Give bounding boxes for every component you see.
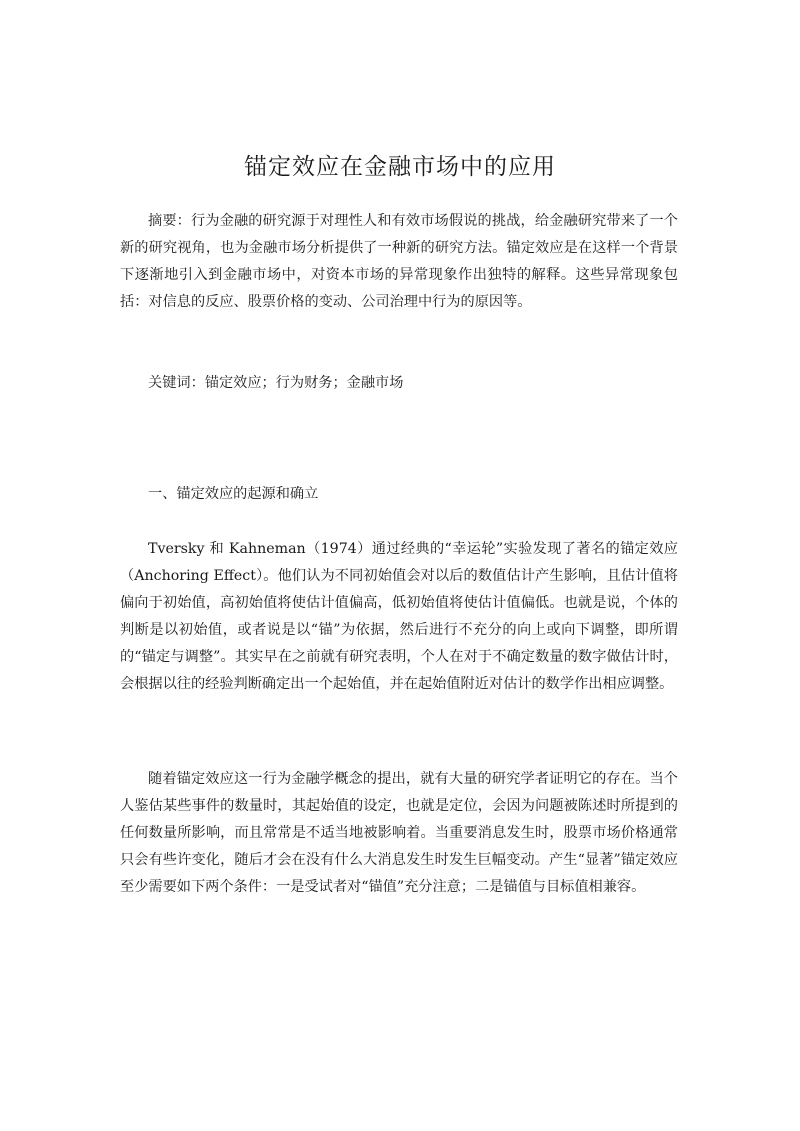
body-paragraph-1: Tversky 和 Kahneman（1974）通过经典的“幸运轮”实验发现了著名的锚定效应（Anchoring Effect）。他们认为不同初始值会对以后的数值估计产生影响，且估计值将偏向于初始值，高初始值将使估计值偏高，低初始值将使估计值偏低。也就是说，个体的判断是以初始值，或者说是以“锚”为依据，然后进行不充分的向上或向下调整，即所谓的“锚定与调整”。其实早在之前就有研究表明，个人在对于不确定数量的数字做估计时，会根据以往的经验判断确定出一个起始值，并在起始值附近对估计的数学作出相应调整。 bbox=[120, 541, 678, 692]
section-heading: 一、锚定效应的起源和确立 bbox=[148, 486, 319, 502]
abstract-paragraph: 摘要：行为金融的研究源于对理性人和有效市场假说的挑战，给金融研究带来了一个新的研究视角，也为金融市场分析提供了一种新的研究方法。锚定效应是在这样一个背景下逐渐地引入到金融市场中，对资本市场的异常现象作出独特的解释。这些异常现象包括：对信息的反应、股票价格的变动、公司治理中行为的原因等。 bbox=[120, 213, 678, 310]
keywords-line: 关键词：锚定效应；行为财务；金融市场 bbox=[148, 375, 404, 391]
body-paragraph-2: 随着锚定效应这一行为金融学概念的提出，就有大量的研究学者证明它的存在。当个人鉴估某些事件的数量时，其起始值的设定，也就是定位，会因为问题被陈述时所提到的任何数量所影响，而且常常是不适当地被影响着。当重要消息发生时，股票市场价格通常只会有些许变化，随后才会在没有什么大消息发生时发生巨幅变动。产生“显著”锚定效应至少需要如下两个条件：一是受试者对“锚值”充分注意；二是锚值与目标值相兼容。 bbox=[120, 771, 678, 895]
document-title: 锚定效应在金融市场中的应用 bbox=[244, 154, 556, 180]
